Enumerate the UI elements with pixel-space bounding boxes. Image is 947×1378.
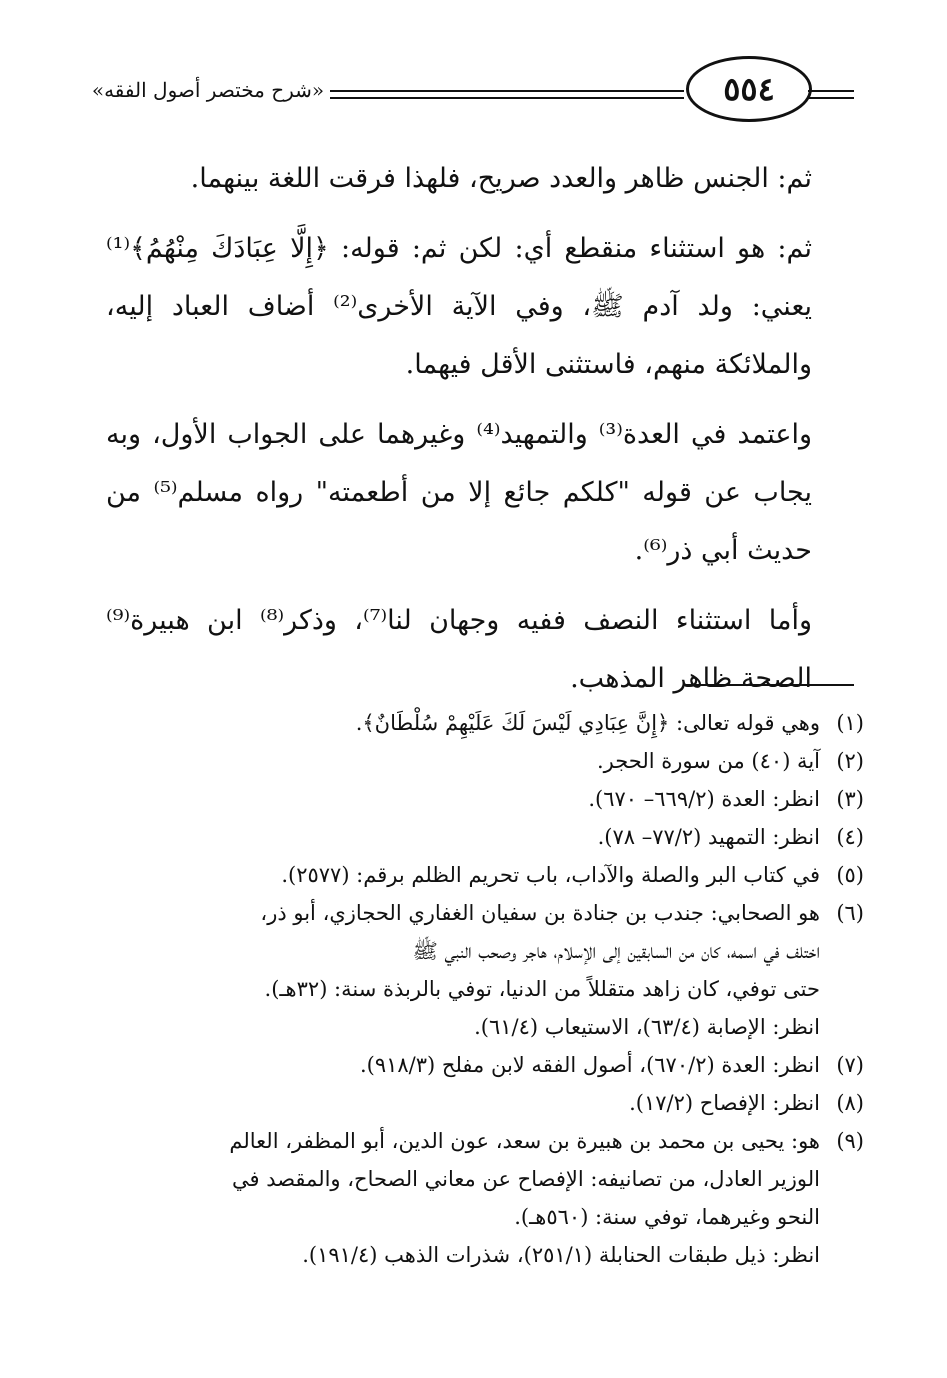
footnote-text: انظر: الإفصاح (١٧/٢). [629, 1091, 820, 1115]
footnote [104, 818, 864, 856]
footnote-text: انظر: العدة (٦٦٩/٢– ٦٧٠). [588, 787, 820, 811]
main-text [106, 150, 812, 720]
footnote-text: انظر: التمهيد (٧٧/٢– ٧٨). [597, 825, 820, 849]
page-number-badge [686, 56, 812, 122]
footnote [104, 1046, 864, 1084]
footnote-number: (٧) [836, 1053, 864, 1077]
footnote-text: وهي قوله تعالى: ﴿إِنَّ عِبَادِي لَيْسَ لَكَ عَلَيْهِمْ سُلْطَانٌ﴾. [355, 711, 820, 735]
footnote [104, 894, 864, 1046]
footnote-text: الوزير العادل، من تصانيفه: الإفصاح عن معاني الصحاح، والمقصد في [231, 1167, 820, 1191]
footnote-text: في كتاب البر والصلة والآداب، باب تحريم الظلم برقم: (٢٥٧٧). [281, 863, 820, 887]
footnote-number: (٢) [836, 749, 864, 773]
paragraph: ثم: الجنس ظاهر والعدد صريح، فلهذا فرقت اللغة بينهما. [190, 163, 812, 194]
paragraph: واعتمد في العدة⁽³⁾ والتمهيد⁽⁴⁾ وغيرهما على الجواب الأول، وبه يجاب عن قوله "كلكم جائع إلا من أطعمته" رواه مسلم⁽⁵⁾ من حديث أبي ذر⁽⁶⁾. [106, 419, 813, 566]
footnote [104, 780, 864, 818]
paragraph: وأما استثناء النصف ففيه وجهان لنا⁽⁷⁾، وذكر⁽⁸⁾ ابن هبيرة⁽⁹⁾ الصحة ظاهر المذهب. [106, 605, 812, 694]
footnote-number: (٥) [836, 863, 864, 887]
paragraph: ثم: هو استثناء منقطع أي: لكن ثم: قوله: ﴿إِلَّا عِبَادَكَ مِنْهُمُ﴾⁽¹⁾ يعني: ولد آدم ﷺ، وفي الآية الأخرى⁽²⁾ أضاف العباد إليه، والملائكة منهم، فاستثنى الأقل فيهما. [106, 233, 812, 380]
header-rule-right-top [808, 90, 854, 92]
footnote [104, 856, 864, 894]
footnote-text: النحو وغيرهما، توفي سنة: (٥٦٠هـ). [514, 1205, 820, 1229]
footnote-text: انظر: العدة (٦٧٠/٢)، أصول الفقه لابن مفلح (٩١٨/٣). [359, 1053, 820, 1077]
header-rule-left-bottom [330, 97, 684, 99]
footnote-text: آية (٤٠) من سورة الحجر. [596, 749, 820, 773]
footnote-number: (٣) [836, 787, 864, 811]
footnote-text: انظر: ذيل طبقات الحنابلة (٢٥١/١)، شذرات الذهب (١٩١/٤). [302, 1243, 820, 1267]
footnote-text: انظر: الإصابة (٦٣/٤)، الاستيعاب (٦١/٤). [474, 1015, 820, 1039]
page-number: ٥٥٤ [723, 70, 775, 108]
header-rule-right-bottom [808, 97, 854, 99]
footnote [104, 1084, 864, 1122]
footnote-text: حتى توفي، كان زاهد متقللاً من الدنيا، توفي بالربذة سنة: (٣٢هـ). [264, 977, 820, 1001]
footnote [104, 704, 864, 742]
footnote-number: (٩) [836, 1129, 864, 1153]
footnote-separator [684, 684, 854, 686]
footnote [104, 742, 864, 780]
footnote-number: (٤) [836, 825, 864, 849]
footnote-number: (١) [836, 711, 864, 735]
footnote [104, 1122, 864, 1274]
footnote-text: هو: يحيى بن محمد بن هبيرة بن سعد، عون الدين، أبو المظفر، العالم [229, 1129, 820, 1153]
footnote-text: هو الصحابي: جندب بن جنادة بن سفيان الغفاري الحجازي، أبو ذر، [260, 901, 820, 925]
footnotes [104, 704, 864, 1274]
header-rule-left-top [330, 90, 684, 92]
running-head-title: «شرح مختصر أصول الفقه» [91, 78, 325, 102]
footnote-number: (٨) [836, 1091, 864, 1115]
footnote-text: اختلف في اسمه، كان من السابقين إلى الإسلام، هاجر وصحب النبي ﷺ [412, 939, 820, 963]
footnote-number: (٦) [836, 901, 864, 925]
